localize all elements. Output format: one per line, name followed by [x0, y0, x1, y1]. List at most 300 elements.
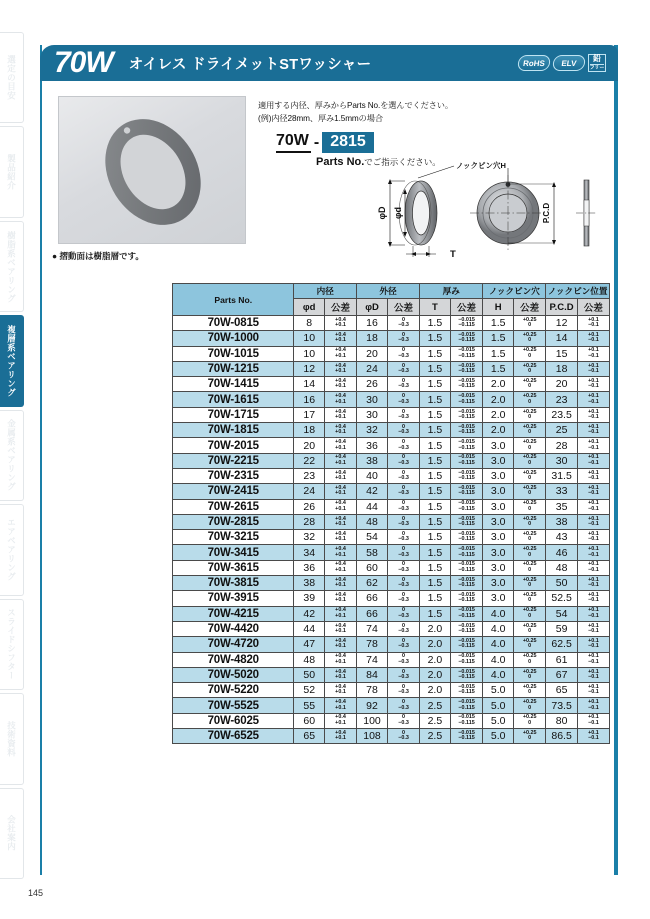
cell-knockpin-tolerance-upper: +0.25	[522, 423, 537, 430]
cell-thickness: 1.5	[420, 514, 451, 529]
cell-knockpin-tolerance-lower: 0	[528, 352, 532, 359]
cell-knockpin-tolerance-lower: 0	[528, 536, 532, 543]
table-row	[173, 729, 610, 744]
cell-pcd: 50	[546, 576, 577, 591]
cell-phid: 52	[294, 683, 324, 698]
cell-pcd-tolerance-lower: −0.1	[588, 551, 599, 558]
cell-pcd-tolerance	[577, 698, 609, 713]
cell-phiD-tolerance	[387, 683, 419, 698]
cell-knockpin-tolerance	[513, 545, 545, 560]
cell-pcd-tolerance-lower: −0.1	[588, 689, 599, 696]
cell-thickness-tolerance-upper: −0.015	[458, 592, 475, 599]
label-outer-diameter: φD	[377, 206, 387, 220]
cell-phid-tolerance-lower: +0.1	[335, 521, 346, 527]
cell-knockpin-tolerance-upper: +0.25	[522, 469, 537, 476]
col-group-inner-diameter: 内径	[294, 284, 357, 299]
cell-knockpin-tolerance	[513, 407, 545, 422]
cell-thickness-tolerance-upper: −0.015	[458, 714, 475, 721]
cell-thickness-tolerance-lower: −0.115	[458, 490, 475, 497]
sidebar-tab-0[interactable]	[0, 32, 24, 123]
cell-thickness-tolerance	[450, 576, 483, 591]
cell-phiD: 24	[357, 361, 388, 376]
parts-no-note-label: Parts No.	[316, 155, 365, 168]
cell-thickness: 1.5	[420, 468, 451, 483]
cell-phiD-tolerance-upper: 0	[402, 653, 406, 660]
cell-knockpin-tolerance	[513, 346, 545, 361]
cell-thickness-tolerance-upper: −0.015	[458, 408, 475, 415]
cell-phiD-tolerance-upper: 0	[402, 377, 406, 384]
cell-phid-tolerance	[324, 392, 356, 407]
cell-phid-tolerance	[324, 438, 356, 453]
cell-pcd-tolerance-upper: +0.1	[588, 485, 599, 491]
cell-thickness-tolerance-lower: −0.115	[458, 719, 475, 726]
sidebar-tab-3[interactable]	[0, 315, 24, 406]
cell-knockpin-tolerance-lower: 0	[528, 658, 532, 665]
cell-thickness-tolerance-lower: −0.115	[458, 536, 475, 543]
cell-phid-tolerance-upper: +0.4	[335, 668, 346, 675]
cell-knockpin-tolerance-upper: +0.25	[522, 561, 537, 568]
cell-pcd-tolerance-lower: −0.1	[588, 719, 599, 726]
cell-knockpin-tolerance-lower: 0	[528, 566, 532, 573]
cell-thickness-tolerance-lower: −0.115	[458, 337, 475, 344]
cell-phiD: 16	[357, 316, 388, 331]
cell-pcd: 30	[546, 453, 577, 468]
table-row	[173, 652, 610, 667]
col-header-parts-no: Parts No.	[173, 284, 294, 316]
cell-phiD: 78	[357, 683, 388, 698]
cell-phiD-tolerance-upper: 0	[402, 362, 406, 369]
cell-phid: 36	[294, 560, 324, 575]
cell-pcd-tolerance-lower: −0.1	[588, 628, 599, 635]
cell-thickness: 1.5	[420, 331, 451, 346]
col-group-knockpin-position: ノックピン位置	[546, 284, 610, 299]
cell-phiD-tolerance-lower: −0.3	[398, 413, 409, 420]
cell-pcd-tolerance-upper: +0.1	[588, 637, 599, 644]
cell-phid-tolerance	[324, 530, 356, 545]
cell-knockpin-hole: 4.0	[483, 652, 514, 667]
cell-pcd-tolerance-lower: −0.1	[588, 658, 599, 665]
cell-phid-tolerance-lower: +0.1	[335, 459, 346, 466]
cell-phid-tolerance	[324, 331, 356, 346]
cell-phid-tolerance	[324, 316, 356, 331]
cell-phiD-tolerance-upper: 0	[402, 714, 406, 721]
cell-phid-tolerance-upper: +0.4	[335, 485, 346, 491]
cell-thickness-tolerance	[450, 346, 483, 361]
cell-knockpin-hole: 4.0	[483, 667, 514, 682]
cell-pcd-tolerance-upper: +0.1	[588, 546, 599, 553]
sidebar-tab-6[interactable]	[0, 599, 24, 690]
cell-thickness-tolerance-upper: −0.015	[458, 546, 475, 553]
cell-knockpin-hole: 5.0	[483, 698, 514, 713]
cell-thickness-tolerance-lower: −0.115	[458, 597, 475, 604]
cell-phiD-tolerance-upper: 0	[402, 530, 406, 537]
cell-phiD-tolerance-lower: −0.3	[398, 322, 409, 329]
cell-phid-tolerance-upper: +0.4	[335, 439, 346, 446]
cell-thickness-tolerance-upper: −0.015	[458, 637, 475, 644]
cell-pcd-tolerance-upper: +0.1	[588, 362, 599, 369]
cell-thickness: 1.5	[420, 576, 451, 591]
cell-knockpin-tolerance-upper: +0.25	[522, 393, 537, 400]
cell-pcd-tolerance-lower: −0.1	[588, 337, 599, 344]
cell-phiD-tolerance-upper: 0	[402, 561, 406, 568]
cell-phiD-tolerance-lower: −0.3	[398, 490, 409, 497]
table-row	[173, 667, 610, 682]
cell-knockpin-hole: 4.0	[483, 621, 514, 636]
cell-thickness-tolerance-lower: −0.115	[458, 459, 475, 466]
cell-phiD-tolerance	[387, 331, 419, 346]
table-head	[173, 284, 610, 316]
cell-knockpin-tolerance-upper: +0.25	[522, 576, 537, 583]
cell-thickness-tolerance	[450, 407, 483, 422]
cell-thickness-tolerance-lower: −0.115	[458, 643, 475, 650]
cell-thickness-tolerance-lower: −0.115	[458, 383, 475, 390]
cell-thickness: 1.5	[420, 377, 451, 392]
cell-pcd-tolerance	[577, 346, 609, 361]
cell-pcd-tolerance-lower: −0.1	[588, 490, 599, 497]
cell-knockpin-tolerance-upper: +0.25	[522, 668, 537, 675]
cell-phid-tolerance	[324, 667, 356, 682]
cell-pcd-tolerance-upper: +0.1	[588, 668, 599, 675]
cell-parts-no: 70W-3615	[173, 560, 294, 575]
example-prefix: 70W	[276, 132, 311, 152]
cell-parts-no: 70W-1615	[173, 392, 294, 407]
cell-phiD-tolerance	[387, 468, 419, 483]
cell-knockpin-tolerance-lower: 0	[528, 719, 532, 726]
sidebar-tab-label: 技術資料	[6, 720, 17, 757]
cell-thickness-tolerance	[450, 514, 483, 529]
cell-phiD-tolerance-lower: −0.3	[398, 398, 409, 405]
cell-pcd-tolerance-lower: −0.1	[588, 352, 599, 359]
cell-phiD-tolerance-upper: 0	[402, 332, 406, 339]
cell-thickness-tolerance-lower: −0.115	[458, 704, 475, 711]
cell-phiD-tolerance-upper: 0	[402, 469, 406, 476]
cell-phiD: 26	[357, 377, 388, 392]
col-header-phiD: φD	[357, 299, 388, 316]
cell-phid-tolerance-lower: +0.1	[335, 643, 346, 650]
cell-phiD-tolerance	[387, 576, 419, 591]
cell-thickness-tolerance-upper: −0.015	[458, 332, 475, 339]
table-row	[173, 637, 610, 652]
cell-thickness: 2.0	[420, 637, 451, 652]
cell-knockpin-tolerance-lower: 0	[528, 704, 532, 711]
cell-phiD-tolerance-lower: −0.3	[398, 475, 409, 482]
cell-phiD: 44	[357, 499, 388, 514]
cell-phid-tolerance-lower: +0.1	[335, 383, 346, 390]
cell-knockpin-hole: 3.0	[483, 468, 514, 483]
cell-phid-tolerance-upper: +0.4	[335, 500, 346, 507]
cell-thickness-tolerance-lower: −0.115	[458, 689, 475, 696]
cell-phiD-tolerance	[387, 514, 419, 529]
cell-pcd: 23	[546, 392, 577, 407]
cell-pcd-tolerance-lower: −0.1	[588, 444, 599, 451]
cell-thickness: 1.5	[420, 392, 451, 407]
cell-phiD-tolerance	[387, 499, 419, 514]
cell-pcd-tolerance	[577, 560, 609, 575]
cell-knockpin-hole: 1.5	[483, 331, 514, 346]
cell-thickness-tolerance	[450, 453, 483, 468]
cell-thickness-tolerance	[450, 667, 483, 682]
cell-pcd-tolerance	[577, 683, 609, 698]
cell-phid-tolerance-lower: +0.1	[335, 689, 346, 696]
cell-thickness-tolerance-upper: −0.015	[458, 699, 475, 706]
cell-phiD-tolerance-lower: −0.3	[398, 612, 409, 619]
cell-phid: 20	[294, 438, 324, 453]
cell-pcd-tolerance	[577, 667, 609, 682]
cell-parts-no: 70W-2315	[173, 468, 294, 483]
cell-phid-tolerance	[324, 652, 356, 667]
col-header-phiD-tol: 公差	[387, 299, 419, 316]
cell-parts-no: 70W-4215	[173, 606, 294, 621]
cell-knockpin-tolerance-lower: 0	[528, 643, 532, 650]
cell-pcd-tolerance	[577, 438, 609, 453]
sidebar-tab-5[interactable]	[0, 504, 24, 595]
cell-pcd-tolerance	[577, 621, 609, 636]
cell-pcd-tolerance-upper: +0.1	[588, 332, 599, 339]
cell-phiD-tolerance-lower: −0.3	[398, 735, 409, 742]
cell-pcd-tolerance-lower: −0.1	[588, 704, 599, 711]
cell-phiD-tolerance-lower: −0.3	[398, 673, 409, 680]
cell-knockpin-tolerance-upper: +0.25	[522, 485, 537, 491]
cell-phiD-tolerance-lower: −0.3	[398, 459, 409, 466]
cell-knockpin-tolerance-upper: +0.25	[522, 454, 537, 461]
cell-thickness: 1.5	[420, 530, 451, 545]
sidebar-tab-4[interactable]	[0, 410, 24, 501]
cell-thickness-tolerance-upper: −0.015	[458, 423, 475, 430]
cell-pcd: 61	[546, 652, 577, 667]
cell-thickness-tolerance-upper: −0.015	[458, 377, 475, 384]
cell-knockpin-tolerance-upper: +0.25	[522, 637, 537, 644]
cell-phid: 10	[294, 331, 324, 346]
cell-knockpin-tolerance-lower: 0	[528, 505, 532, 512]
cell-knockpin-tolerance-lower: 0	[528, 490, 532, 497]
cell-pcd-tolerance-lower: −0.1	[588, 398, 599, 405]
cell-phiD-tolerance-lower: −0.3	[398, 704, 409, 711]
cell-thickness-tolerance-upper: −0.015	[458, 515, 475, 522]
cell-knockpin-hole: 3.0	[483, 438, 514, 453]
cell-phid-tolerance	[324, 713, 356, 728]
cell-phiD-tolerance	[387, 621, 419, 636]
cell-thickness-tolerance-upper: −0.015	[458, 622, 475, 629]
cell-phiD-tolerance-lower: −0.3	[398, 429, 409, 436]
cell-phid-tolerance-lower: +0.1	[335, 551, 346, 558]
cell-phiD: 66	[357, 606, 388, 621]
cell-thickness-tolerance-upper: −0.015	[458, 653, 475, 660]
label-pcd: P.C.D	[542, 202, 551, 224]
sidebar-tab-label: スライドシフター	[6, 608, 17, 681]
cell-phiD-tolerance-lower: −0.3	[398, 582, 409, 589]
product-photo	[58, 96, 246, 244]
cell-thickness-tolerance-lower: −0.115	[458, 429, 475, 436]
cell-thickness-tolerance	[450, 621, 483, 636]
cell-knockpin-tolerance-upper: +0.25	[522, 653, 537, 660]
cell-phiD-tolerance	[387, 560, 419, 575]
cell-pcd: 86.5	[546, 729, 577, 744]
cell-knockpin-tolerance-lower: 0	[528, 551, 532, 558]
sidebar-tab-8[interactable]	[0, 788, 24, 879]
cell-phid: 28	[294, 514, 324, 529]
cell-pcd-tolerance	[577, 606, 609, 621]
certification-badges	[518, 54, 606, 72]
cell-phiD-tolerance	[387, 316, 419, 331]
cell-pcd-tolerance-lower: −0.1	[588, 475, 599, 482]
cell-pcd: 33	[546, 484, 577, 499]
cell-phiD-tolerance-lower: −0.3	[398, 597, 409, 604]
cell-phid-tolerance-upper: +0.4	[335, 714, 346, 721]
cell-phiD: 36	[357, 438, 388, 453]
cell-phiD-tolerance-upper: 0	[402, 607, 406, 614]
cell-pcd-tolerance	[577, 713, 609, 728]
cell-knockpin-tolerance-lower: 0	[528, 368, 532, 375]
cell-knockpin-tolerance-lower: 0	[528, 597, 532, 604]
cell-thickness-tolerance-upper: −0.015	[458, 668, 475, 675]
cell-parts-no: 70W-1000	[173, 331, 294, 346]
cell-phid-tolerance-lower: +0.1	[335, 398, 346, 405]
cell-thickness: 2.5	[420, 698, 451, 713]
cell-pcd: 67	[546, 667, 577, 682]
cell-pcd-tolerance-lower: −0.1	[588, 536, 599, 543]
cell-knockpin-tolerance	[513, 729, 545, 744]
cell-thickness-tolerance-upper: −0.015	[458, 530, 475, 537]
cell-phid-tolerance	[324, 591, 356, 606]
cell-phiD-tolerance	[387, 392, 419, 407]
cell-phid-tolerance-upper: +0.4	[335, 546, 346, 553]
cell-pcd: 43	[546, 530, 577, 545]
cell-parts-no: 70W-5020	[173, 667, 294, 682]
cell-phiD: 48	[357, 514, 388, 529]
cell-pcd-tolerance-lower: −0.1	[588, 597, 599, 604]
sidebar-tab-1[interactable]	[0, 126, 24, 217]
example-dash: -	[313, 134, 320, 152]
cell-phiD: 42	[357, 484, 388, 499]
cell-thickness-tolerance-lower: −0.115	[458, 551, 475, 558]
cell-phid-tolerance-lower: +0.1	[335, 490, 346, 497]
cell-phid-tolerance-upper: +0.4	[335, 515, 346, 522]
cell-thickness-tolerance	[450, 392, 483, 407]
cell-phid-tolerance	[324, 729, 356, 744]
sidebar-tab-2[interactable]	[0, 221, 24, 312]
cell-knockpin-hole: 4.0	[483, 606, 514, 621]
cell-pcd-tolerance-upper: +0.1	[588, 576, 599, 583]
cell-phid-tolerance	[324, 453, 356, 468]
cell-phid-tolerance	[324, 407, 356, 422]
cell-knockpin-tolerance	[513, 438, 545, 453]
label-thickness: T	[450, 249, 456, 260]
cell-knockpin-tolerance	[513, 316, 545, 331]
cell-thickness: 1.5	[420, 423, 451, 438]
cell-phiD-tolerance-upper: 0	[402, 423, 406, 430]
cell-pcd: 59	[546, 621, 577, 636]
cell-phiD-tolerance-lower: −0.3	[398, 689, 409, 696]
series-number: 70W	[54, 46, 113, 79]
cell-thickness-tolerance-lower: −0.115	[458, 475, 475, 482]
cell-phid: 34	[294, 545, 324, 560]
cell-parts-no: 70W-0815	[173, 316, 294, 331]
cell-phid-tolerance-upper: +0.4	[335, 592, 346, 599]
col-header-H-tol: 公差	[513, 299, 545, 316]
table-row	[173, 377, 610, 392]
cell-pcd-tolerance-upper: +0.1	[588, 607, 599, 614]
cell-phid-tolerance-upper: +0.4	[335, 622, 346, 629]
cell-knockpin-tolerance	[513, 652, 545, 667]
cell-phiD: 30	[357, 407, 388, 422]
table-row	[173, 698, 610, 713]
cell-pcd-tolerance-lower: −0.1	[588, 582, 599, 589]
cell-thickness-tolerance	[450, 316, 483, 331]
cell-phiD-tolerance-lower: −0.3	[398, 658, 409, 665]
cell-phid-tolerance-upper: +0.4	[335, 576, 346, 583]
cell-knockpin-tolerance	[513, 499, 545, 514]
col-header-pcd: P.C.D	[546, 299, 577, 316]
cell-phid: 47	[294, 637, 324, 652]
col-header-phid: φd	[294, 299, 324, 316]
cell-pcd-tolerance	[577, 392, 609, 407]
label-inner-diameter: φd	[393, 207, 403, 219]
cell-parts-no: 70W-3915	[173, 591, 294, 606]
cell-pcd-tolerance-lower: −0.1	[588, 322, 599, 329]
cell-phiD-tolerance-upper: 0	[402, 454, 406, 461]
cell-knockpin-tolerance	[513, 423, 545, 438]
cell-knockpin-hole: 5.0	[483, 683, 514, 698]
sidebar-tab-7[interactable]	[0, 693, 24, 784]
cell-phid: 8	[294, 316, 324, 331]
cell-knockpin-tolerance-upper: +0.25	[522, 362, 537, 369]
cell-thickness-tolerance-lower: −0.115	[458, 612, 475, 619]
cell-phid-tolerance-lower: +0.1	[335, 444, 346, 451]
cell-knockpin-tolerance-upper: +0.25	[522, 592, 537, 599]
cell-pcd-tolerance-upper: +0.1	[588, 653, 599, 660]
cell-pcd: 28	[546, 438, 577, 453]
cell-pcd-tolerance-lower: −0.1	[588, 643, 599, 650]
cell-pcd-tolerance-lower: −0.1	[588, 735, 599, 742]
cell-thickness-tolerance-upper: −0.015	[458, 729, 475, 736]
cell-phiD: 54	[357, 530, 388, 545]
cell-phid: 23	[294, 468, 324, 483]
cell-thickness-tolerance-lower: −0.115	[458, 413, 475, 420]
cell-phiD-tolerance-lower: −0.3	[398, 643, 409, 650]
cell-pcd: 48	[546, 560, 577, 575]
cell-knockpin-tolerance-lower: 0	[528, 582, 532, 589]
cell-pcd-tolerance-upper: +0.1	[588, 469, 599, 476]
cell-phiD-tolerance-upper: 0	[402, 668, 406, 675]
cell-thickness-tolerance	[450, 591, 483, 606]
cell-thickness-tolerance-upper: −0.015	[458, 362, 475, 369]
cell-phid-tolerance-upper: +0.4	[335, 362, 346, 369]
example-part-number	[276, 132, 508, 152]
table-group-header-row	[173, 284, 610, 299]
cell-phid-tolerance-lower: +0.1	[335, 337, 346, 344]
cell-knockpin-hole: 4.0	[483, 637, 514, 652]
cell-knockpin-hole: 3.0	[483, 530, 514, 545]
cell-thickness: 1.5	[420, 606, 451, 621]
cell-pcd-tolerance-lower: −0.1	[588, 612, 599, 619]
cell-phiD-tolerance-lower: −0.3	[398, 444, 409, 451]
cell-parts-no: 70W-3815	[173, 576, 294, 591]
cell-phid-tolerance-upper: +0.4	[335, 530, 346, 537]
sidebar-tab-label: 金属系ベアリング	[6, 419, 17, 492]
cell-knockpin-tolerance	[513, 576, 545, 591]
cell-thickness-tolerance-lower: −0.115	[458, 566, 475, 573]
cell-thickness: 1.5	[420, 545, 451, 560]
cell-pcd-tolerance	[577, 361, 609, 376]
cell-phid: 24	[294, 484, 324, 499]
cell-parts-no: 70W-5220	[173, 683, 294, 698]
cell-parts-no: 70W-2015	[173, 438, 294, 453]
cell-knockpin-tolerance-upper: +0.25	[522, 607, 537, 614]
cell-pcd: 18	[546, 361, 577, 376]
cell-pcd-tolerance	[577, 423, 609, 438]
cell-phid-tolerance-upper: +0.4	[335, 377, 346, 384]
cell-knockpin-hole: 2.0	[483, 423, 514, 438]
